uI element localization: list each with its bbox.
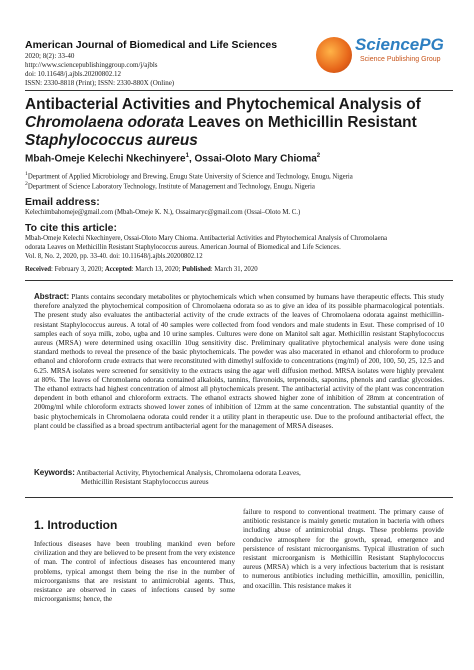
- affiliation-2-text: Department of Science Laboratory Technology, Institute of Management and Technology, Enugu, Nigeria: [27, 183, 315, 191]
- cite-line-3: Vol. 8, No. 2, 2020, pp. 33-40. doi: 10.11648/j.ajbls.20200802.12: [25, 253, 203, 260]
- cite-line-1: Mbah-Omeje Kelechi Nkechinyere, Ossai-Oloto Mary Chioma. Antibacterial Activities and Phytochemical Analysis of Chromolaena: [25, 235, 388, 242]
- intro-column-1: Infectious diseases have been troubling mankind even before civilization and they are believed to be present from the very existence of man. The control of infectious diseases has encountered many problems, typical amongst them being the rise in the number of microorganisms that are resistant to antimicrobial agents. Thus, resistance are observed in cases of infections caused by some microorganisms; hence, the: [34, 540, 235, 604]
- header-divider: [25, 90, 453, 91]
- keywords-text-1: Antibacterial Activity, Phytochemical Analysis, Chromolaena odorata Leaves,: [74, 469, 301, 477]
- title-line-1: Antibacterial Activities and Phytochemical Analysis of: [25, 96, 421, 113]
- journal-volume: 2020; 8(2): 33-40: [25, 52, 75, 60]
- email-text[interactable]: Kelechimbahomeje@gmail.com (Mbah-Omeje K. N.), Ossaimaryc@gmail.com (Ossai–Oloto M. C.): [25, 209, 301, 216]
- title-bacterium: Staphylococcus aureus: [25, 132, 198, 149]
- abstract-text: Plants contains secondary metabolites or phytochemicals which when consumed by humans have therapeutic effects. This study therefore analyzed the phytochemical composition of Chromolaena odorata so as to give an idea of its possible pharmacological potentials. The present study also evaluates the antibacterial activity of the crude extracts of the leaves of Chromolaena odorata against methicillin-resistant Staphylococcus aureus. A total of 40 samples were collected from food vendors and male students in Esut. These comprised of 10 samples each of soya milk, zobo, ugba and 10 urine samples. Cultures were done on Manitol salt agar. Methicillin resistant Staphylococcus aureus (MRSA) were determined using oxacillin 10ug sensitivity disc. Preliminary qualitative phytochemical analysis were done using standard methods to reveal the presence of the basic phytochemicals. The powder was also macerated in ethanol and chloroform to produce ethanol and chloroform crude extracts that were reconstituted with dimethyl sulfoxide to concentrations (mg/ml) of 200, 100, 50, 25, 12.5 and 6.25. MRSA isolates were screened for sensitivity to the extracts using the agar well diffusion method. MRSA isolates were highly prevalent at 80%. The leaves of Chromolaena odorata contained alkaloids, tannins, flavonoids, terpenoids, saponins, phenols and cardiac glycosides. The ethanol extracts had highest concentration of almost all phytochemicals present. The antibacterial activity of the plant was concentration dependent in both ethanol and chloroform extracts. The ethanol extracts showed higher zone of inhibition of 28mm at concentration of 200mg/ml while chloroform extracts showed lower zones of inhibition of 12mm at the same concentration. The substantial quantity of the basic phytochemicals in Chromolaena odorata could render it a utility plant in therapeutic use. Due to the profound antibacterial effect, the plant could be classified as a broad spectrum antibacterial agent for the management of MRSA diseases.: [34, 293, 444, 430]
- author-list: [25, 153, 320, 164]
- publisher-logo: [316, 33, 451, 73]
- received-date: : February 3, 2020;: [51, 266, 105, 273]
- email-heading: Email address:: [25, 196, 100, 208]
- accepted-date: : March 13, 2020;: [131, 266, 183, 273]
- affiliation-1-sup: 1: [25, 171, 28, 177]
- published-date: : March 31, 2020: [210, 266, 258, 273]
- author-1-sup: 1: [185, 153, 189, 159]
- dates-divider: [25, 280, 453, 281]
- affiliation-2: [25, 180, 455, 192]
- affiliation-2-sup: 2: [25, 181, 28, 187]
- keywords: [34, 468, 444, 487]
- section-heading-introduction: 1. Introduction: [34, 518, 118, 532]
- article-dates: [25, 266, 455, 275]
- logo-subtitle: Science Publishing Group: [360, 56, 441, 63]
- journal-issn: ISSN: 2330-8818 (Print); ISSN: 2330-880X (Online): [25, 79, 175, 87]
- received-label: Received: [25, 266, 52, 273]
- article-title: [25, 96, 455, 150]
- abstract: [34, 292, 444, 431]
- logo-emblem-icon: [316, 37, 352, 73]
- keywords-line-1: [34, 468, 444, 478]
- author-1: Mbah-Omeje Kelechi Nkechinyere: [25, 153, 186, 165]
- title-line-2-rest: Leaves on Methicillin Resistant: [184, 114, 417, 131]
- title-line-2: [25, 114, 455, 132]
- cite-line-2: odorata Leaves on Methicillin Resistant Staphylococcus aureus. American Journal of Biomedical and Life Sciences.: [25, 244, 341, 251]
- journal-url[interactable]: http://www.sciencepublishinggroup.com/j/ajbls: [25, 61, 158, 69]
- abstract-label: Abstract:: [34, 292, 70, 301]
- logo-name: SciencePG: [355, 35, 444, 54]
- author-2: Ossai-Oloto Mary Chioma: [194, 153, 317, 165]
- intro-column-2: failure to respond to conventional treatment. The primary cause of antibiotic resistance is mainly genetic mutation in bacteria with others including abuse of antimicrobial drugs. These problems provide conducive atmosphere for the growth, spread, emergence and persistence of resistant microorganisms. Typical illustration of such resistant microorganism is Methicillin Resistant Staphylococcus aureus (MRSA) which is a very infectious bacterium that is resistant to numerous antibiotics including methicillin, amoxillin, penicillin, and oxacillin. This resistance makes it: [243, 508, 444, 590]
- keywords-label: Keywords:: [34, 468, 75, 477]
- cite-heading: To cite this article:: [25, 222, 117, 234]
- author-2-sup: 2: [316, 153, 321, 159]
- journal-name: American Journal of Biomedical and Life Sciences: [25, 39, 278, 51]
- affiliation-1-text: Department of Applied Microbiology and Brewing, Enugu State University of Science and Technology, Enugu, Nigeria: [27, 173, 353, 181]
- journal-doi[interactable]: doi: 10.11648/j.ajbls.20200802.12: [25, 70, 121, 78]
- keywords-line-2: Methicillin Resistant Staphylococcus aureus: [81, 478, 209, 487]
- author-separator: ,: [188, 153, 195, 165]
- keywords-divider: [25, 497, 453, 498]
- published-label: Published: [182, 266, 211, 273]
- title-species: Chromolaena odorata: [25, 114, 185, 131]
- title-line-3: [25, 132, 455, 150]
- accepted-label: Accepted: [104, 266, 132, 273]
